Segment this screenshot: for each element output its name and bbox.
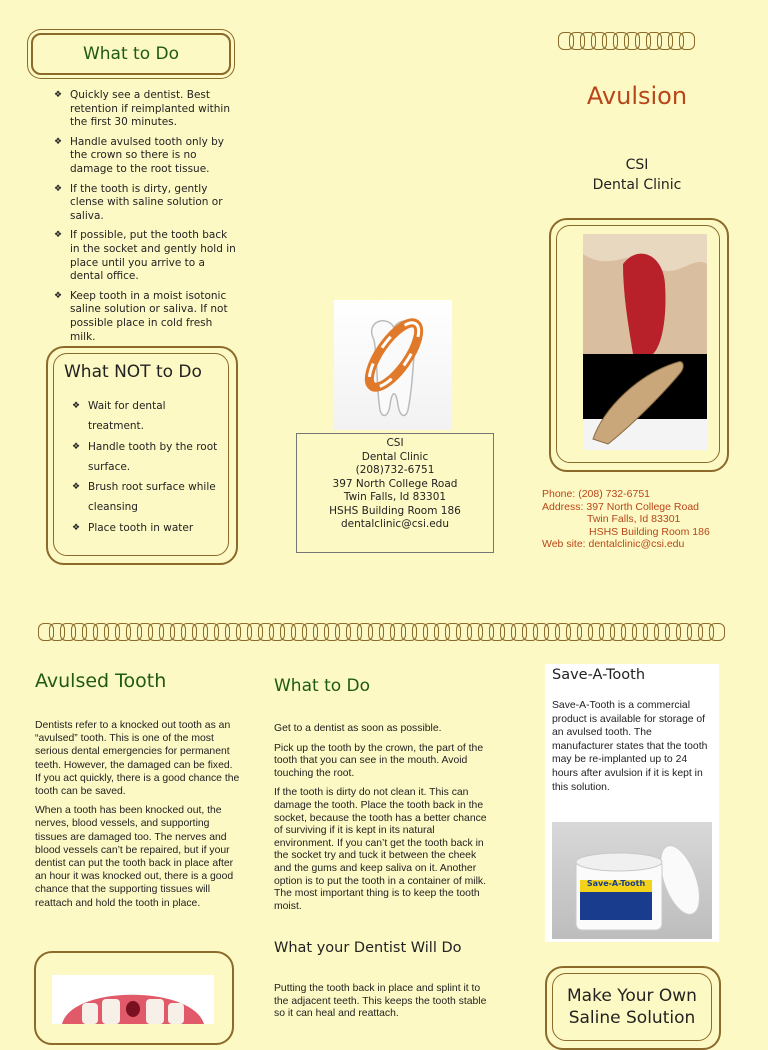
save-a-tooth-title: Save-A-Tooth <box>552 667 646 683</box>
paragraph: When a tooth has been knocked out, the nerves, blood vessels, and supporting tissues are damaged too. The nerves and blood vessels can’t be repaired, but if your dentist can put the tooth back in place after an hour it was knocked out, there is a good chance that the supporting tissues will reattach and hold the tooth in place. <box>35 805 234 909</box>
avulsed-tooth-body <box>35 719 240 916</box>
contact-info <box>542 488 742 551</box>
what-not-title: What NOT to Do <box>64 362 202 382</box>
brochure-title: Avulsion <box>586 82 688 110</box>
list-item: ❖ Handle avulsed tooth only by the crown so there is no damage to the root tissue. <box>54 136 238 177</box>
mouth-image <box>52 975 214 1024</box>
list-item: ❖ If the tooth is dirty, gently clense with saline solution or saliva. <box>54 183 238 224</box>
what-to-do-title: What to Do <box>82 44 180 64</box>
decorative-chain-top <box>558 32 690 50</box>
address-line: Twin Falls, Id 83301 <box>343 491 447 503</box>
contact-address: Twin Falls, Id 83301 <box>587 513 681 526</box>
org-name <box>540 155 734 195</box>
org-line-2: Dental Clinic <box>592 177 682 193</box>
paragraph: Pick up the tooth by the crown, the part of the tooth that you can see in the mouth. Avoid touching the root. <box>274 742 484 779</box>
product-label: Save-A-Tooth <box>586 879 646 888</box>
avulsed-tooth-title: Avulsed Tooth <box>35 670 167 692</box>
address-line: (208)732-6751 <box>355 464 435 476</box>
avulsion-diagram-image <box>583 234 707 450</box>
address-line: CSI <box>386 437 404 449</box>
address-line: 397 North College Road <box>332 477 458 490</box>
list-item: ❖ Quickly see a dentist. Best retention if reimplanted within the first 30 minutes. <box>54 89 238 130</box>
what-to-do-body <box>274 723 488 919</box>
clinic-address-box <box>296 433 494 553</box>
save-a-tooth-product-image <box>552 822 712 939</box>
address-line: Dental Clinic <box>361 450 429 463</box>
saline-title <box>552 985 712 1029</box>
what-to-do-title-2: What to Do <box>274 676 371 696</box>
contact-address: Address: 397 North College Road <box>542 500 700 513</box>
dentist-body: Putting the tooth back in place and splint it to the adjacent teeth. This keeps the tooth stable so it can heal and reattach. <box>274 983 487 1020</box>
what-to-do-title-box <box>31 33 231 75</box>
decorative-chain-divider <box>38 623 720 641</box>
paragraph: If the tooth is dirty do not clean it. This can damage the tooth. Place the tooth back in the socket, because the tooth has a better chance of surviving if it is kept in its natural environment. If you can’t get the tooth back in the socket try and tuck it between the cheek and the gums and keep saliva on it. Another option is to put the tooth in a container of milk. The most important thing is to keep the tooth moist. <box>274 787 487 912</box>
tooth-lifebuoy-image <box>334 300 452 430</box>
address-line: dentalclinic@csi.edu <box>341 518 449 530</box>
list-item: ❖ Handle tooth by the root surface. <box>72 437 220 478</box>
address-line: HSHS Building Room 186 <box>329 504 461 517</box>
paragraph: Dentists refer to a knocked out tooth as an “avulsed” tooth. This is one of the most serious dental emergencies for permanent teeth. However, the damaged can be fixed. If you act quickly, there is a good chance the tooth can be saved. <box>35 720 240 798</box>
dentist-title: What your Dentist Will Do <box>274 940 462 956</box>
contact-web: Web site: dentalclinic@csi.edu <box>542 538 685 551</box>
saline-title-line-1: Make Your Own <box>567 986 697 1006</box>
save-a-tooth-body: Save-A-Tooth is a commercial product is available for storage of an avulsed tooth. The manufacturer states that the tooth may be re-implanted up to 24 hours after avulsion if it is kept in this solution. <box>552 700 708 793</box>
list-item: ❖ Place tooth in water <box>72 518 220 538</box>
list-item: ❖ Keep tooth in a moist isotonic saline solution or saliva. If not possible place in cold fresh milk. <box>54 290 238 344</box>
saline-title-line-2: Saline Solution <box>568 1008 696 1028</box>
paragraph: Get to a dentist as soon as possible. <box>274 723 442 734</box>
what-not-list <box>72 396 220 538</box>
contact-address: HSHS Building Room 186 <box>589 525 710 538</box>
list-item: ❖ If possible, put the tooth back in the socket and gently hold in place until you arrive to a dental office. <box>54 229 238 283</box>
org-line-1: CSI <box>625 157 649 173</box>
contact-phone: Phone: (208) 732-6751 <box>542 488 650 500</box>
list-item: ❖ Brush root surface while cleansing <box>72 477 220 518</box>
what-to-do-list <box>54 89 238 344</box>
list-item: ❖ Wait for dental treatment. <box>72 396 220 437</box>
